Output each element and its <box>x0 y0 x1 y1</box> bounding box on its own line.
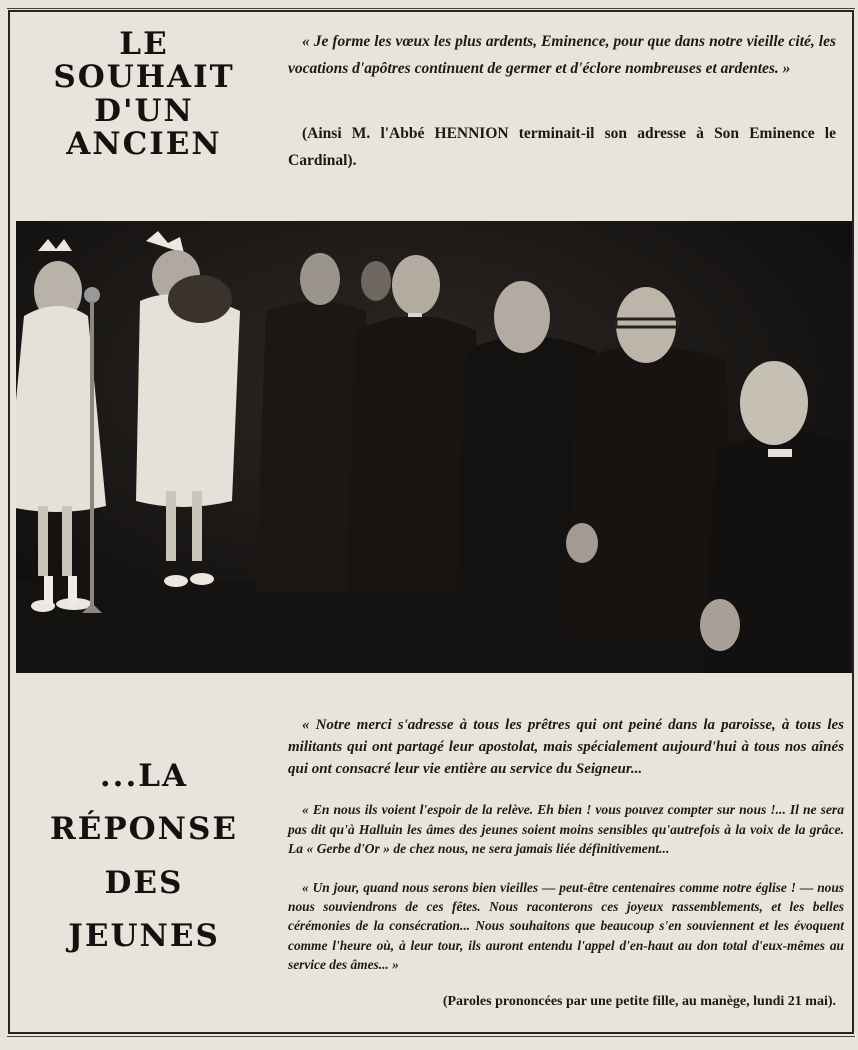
headline-line: ...LA <box>99 758 189 794</box>
headline-line: DES <box>104 864 184 901</box>
headline-line: LE <box>119 26 169 62</box>
reply-paragraph: « Notre merci s'adresse à tous les prêtres qui ont peiné dans la paroisse, à tous les militants qui ont partagé leur apostolat, mais spécialement aujourd'hui à tous nos aînés qui ont consacré leur vie entière au service du Seigneur... <box>288 717 844 777</box>
ceremony-photo <box>16 221 852 673</box>
abbe-note: (Ainsi M. l'Abbé HENNION terminait-il son adresse à Son Eminence le Cardinal). <box>288 125 836 169</box>
reply-caption: (Paroles prononcées par une petite fille, au manège, lundi 21 mai). <box>442 994 836 1009</box>
reply-paragraph: « En nous ils voient l'espoir de la relève. Eh bien ! vous pouvez compter sur nous !... Il ne sera pas dit qu'à Halluin les âmes des jeunes soient moins sensibles qu'autrefois à la voix de la grâce. La « Gerbe d'Or » de chez nous, ne sera jamais liée définitivement... <box>288 802 844 856</box>
reply-paragraph: « Un jour, quand nous serons bien vieilles — peut-être centenaires comme notre église ! — nous nous souviendrons de ces fêtes. Nous raconterons ces joyeux rassemblements, et les belles cérémonies de la consécration... Nous souhaitons que beaucoup s'en souviennent et les évoquent comme l'heure où, à leur tour, ils auront entendu l'appel d'en-haut au don total d'eux-mêmes au service des âmes... » <box>288 880 844 972</box>
headline-le-souhait-dun-ancien <box>14 28 274 162</box>
photo-icon <box>16 221 852 673</box>
headline-line: SOUHAIT <box>53 59 235 96</box>
headline-line: JEUNES <box>68 918 220 955</box>
abbe-quote: « Je forme les vœux les plus ardents, Eminence, pour que dans notre vieille cité, les vocations d'apôtres continuent de germer et d'éclore nombreuses et ardentes. » <box>288 33 836 77</box>
priest-figure <box>361 261 391 301</box>
headline-line: ANCIEN <box>66 126 222 163</box>
headline-line: RÉPONSE <box>49 811 239 848</box>
headline-line: D'UN <box>94 92 194 129</box>
headline-la-reponse-des-jeunes <box>14 760 274 954</box>
